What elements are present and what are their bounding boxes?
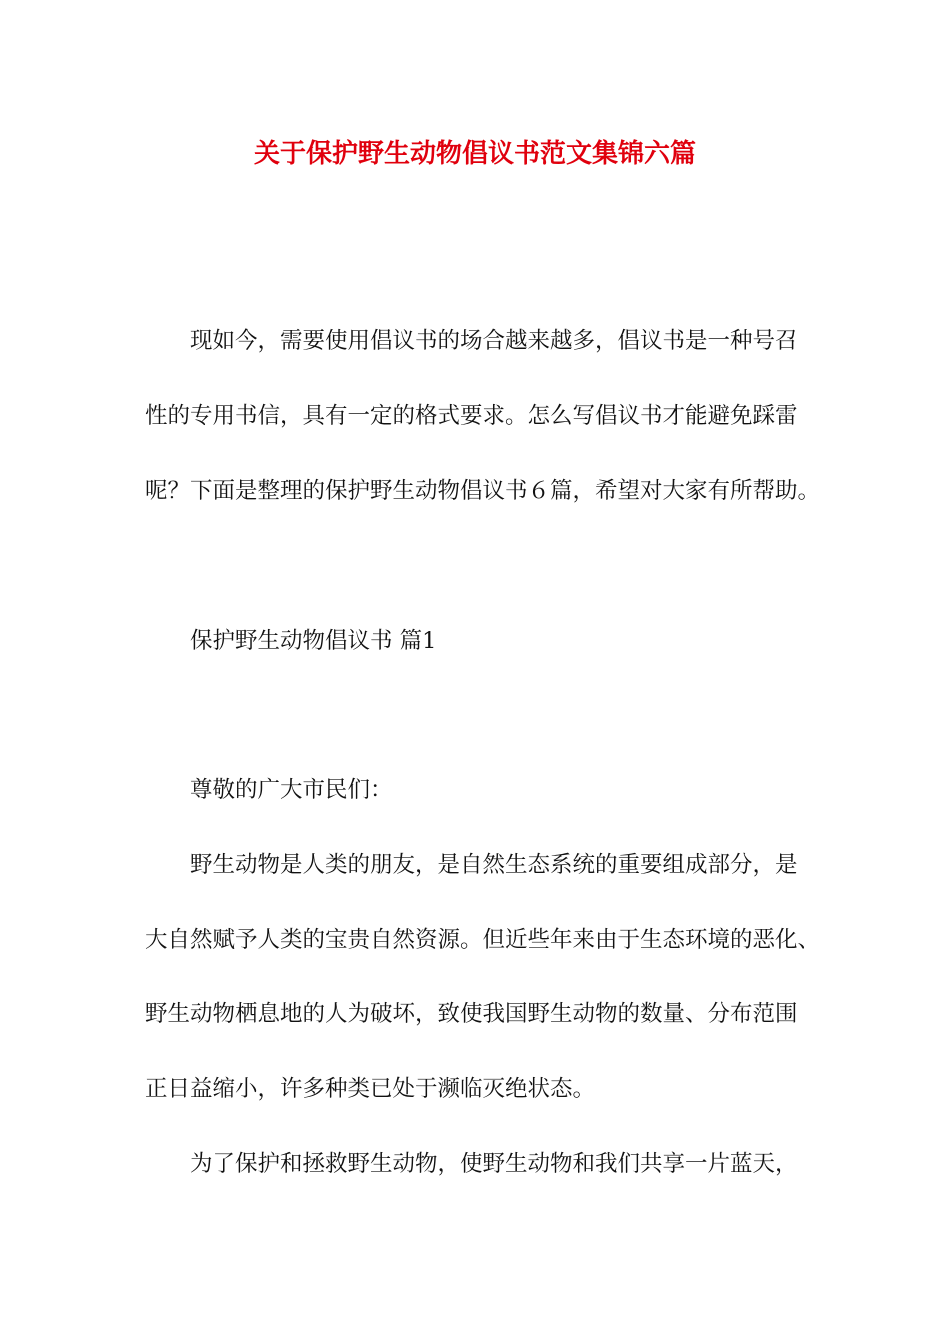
paragraph-2-line-1: 为了保护和拯救野生动物，使野生动物和我们共享一片蓝天，	[190, 1151, 798, 1177]
paragraph-1-line-3: 野生动物栖息地的人为破坏，致使我国野生动物的数量、分布范围	[145, 1001, 798, 1027]
document-title: 关于保护野生动物倡议书范文集锦六篇	[253, 139, 696, 169]
paragraph-1-line-2: 大自然赋予人类的宝贵自然资源。但近些年来由于生态环境的恶化、	[145, 927, 821, 953]
intro-line-3: 呢？下面是整理的保护野生动物倡议书６篇，希望对大家有所帮助。	[145, 478, 821, 504]
salutation: 尊敬的广大市民们：	[190, 777, 393, 803]
intro-line-1: 现如今，需要使用倡议书的场合越来越多，倡议书是一种号召	[190, 328, 798, 354]
intro-line-2: 性的专用书信，具有一定的格式要求。怎么写倡议书才能避免踩雷	[145, 403, 798, 429]
paragraph-1-line-1: 野生动物是人类的朋友，是自然生态系统的重要组成部分，是	[190, 852, 798, 878]
paragraph-1-line-4: 正日益缩小，许多种类已处于濒临灭绝状态。	[145, 1076, 596, 1102]
section-heading: 保护野生动物倡议书 篇1	[190, 628, 437, 654]
